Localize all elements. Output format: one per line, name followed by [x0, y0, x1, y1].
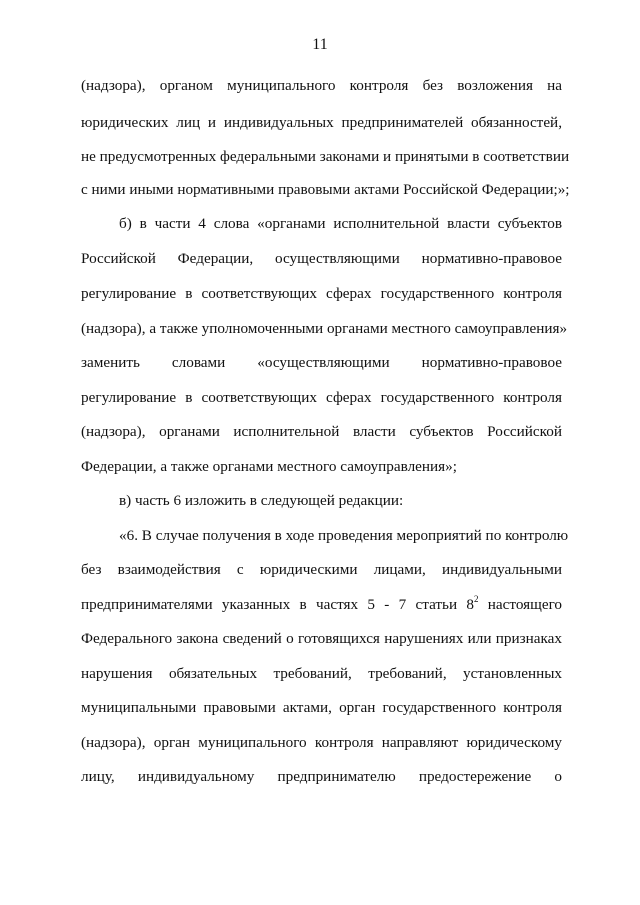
paragraph-line-with-superscript: [81, 595, 562, 615]
paragraph-line: муниципальными правовыми актами, орган государственного контроля: [81, 699, 562, 716]
paragraph-line: лицу, индивидуальному предпринимателю предостережение о: [81, 768, 562, 785]
paragraph-line: (надзора), органами исполнительной власти субъектов Российской: [81, 423, 562, 440]
superscript-article-index: 2: [474, 594, 479, 604]
paragraph-line: нарушения обязательных требований, требований, установленных: [81, 665, 562, 682]
paragraph-line: (надзора), орган муниципального контроля направляют юридическому: [81, 734, 562, 751]
paragraph-line: с ними иными нормативными правовыми актами Российской Федерации;»;: [81, 181, 570, 198]
paragraph-line: регулирование в соответствующих сферах государственного контроля: [81, 285, 562, 302]
page-number: 11: [312, 36, 328, 53]
paragraph-line: Федерации, а также органами местного самоуправления»;: [81, 458, 457, 475]
paragraph-line: (надзора), органом муниципального контроля без возложения на: [81, 77, 562, 94]
line-text-before-superscript: предпринимателями указанных в частях 5 - 7 статьи 8: [81, 596, 474, 613]
paragraph-line: в) часть 6 изложить в следующей редакции:: [119, 492, 404, 509]
paragraph-line: регулирование в соответствующих сферах государственного контроля: [81, 389, 562, 406]
paragraph-line: не предусмотренных федеральными законами и принятыми в соответствии: [81, 148, 570, 165]
line-text-after-superscript: настоящего: [478, 596, 563, 613]
paragraph-line: б) в части 4 слова «органами исполнительной власти субъектов: [119, 215, 562, 232]
paragraph-line: Российской Федерации, осуществляющими нормативно-правовое: [81, 250, 562, 267]
paragraph-line: «6. В случае получения в ходе проведения мероприятий по контролю: [119, 527, 569, 544]
paragraph-line: юридических лиц и индивидуальных предпринимателей обязанностей,: [81, 114, 562, 131]
paragraph-line: заменить словами «осуществляющими нормативно-правовое: [81, 354, 562, 371]
paragraph-line: без взаимодействия с юридическими лицами, индивидуальными: [81, 561, 562, 578]
paragraph-line: Федерального закона сведений о готовящихся нарушениях или признаках: [81, 630, 562, 647]
paragraph-line: (надзора), а также уполномоченными органами местного самоуправления»: [81, 320, 568, 337]
